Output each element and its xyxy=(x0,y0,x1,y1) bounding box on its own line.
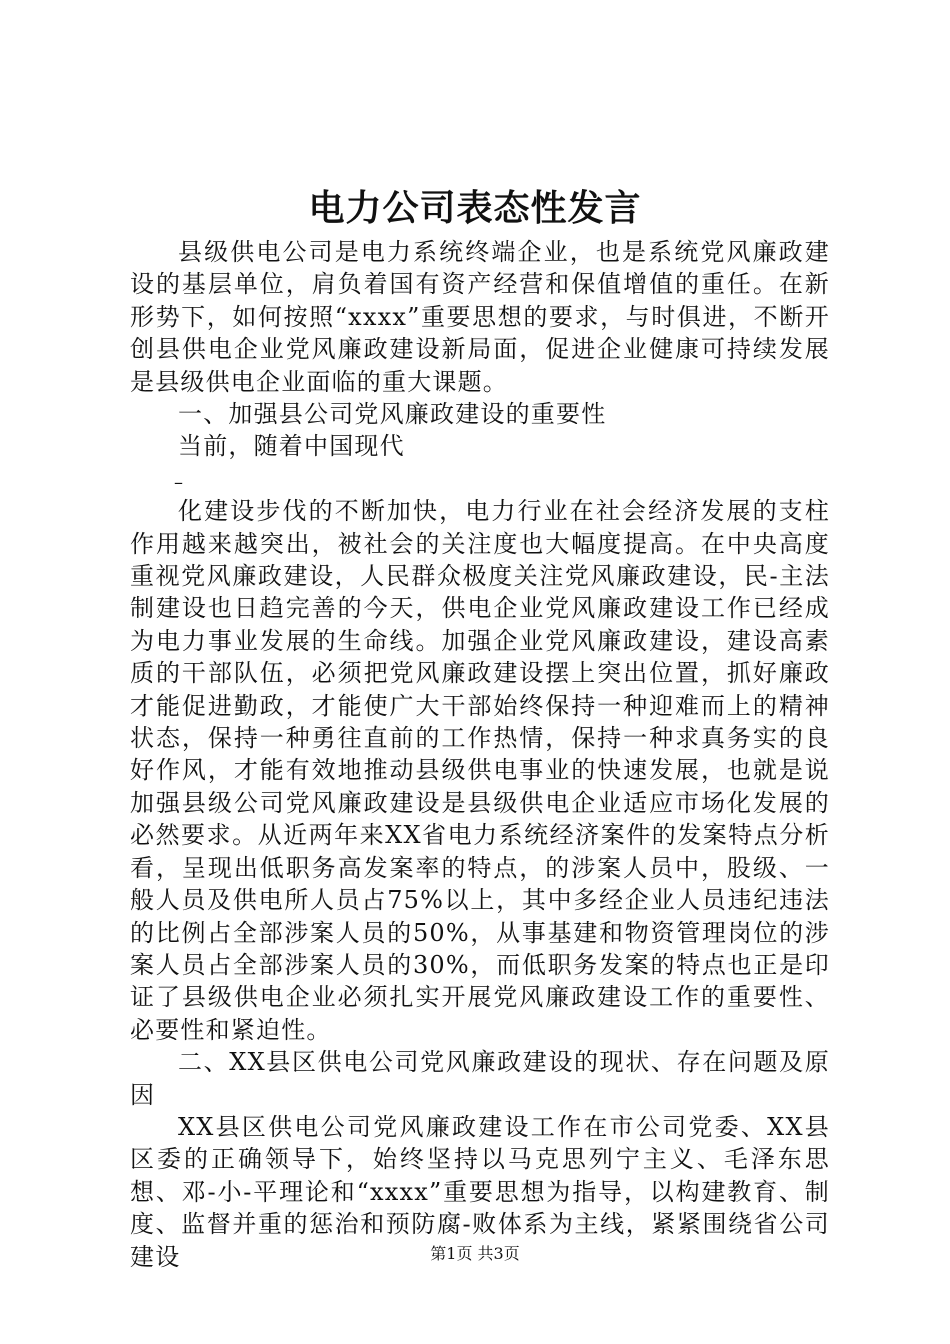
section-heading-1: 一、加强县公司党风廉政建设的重要性 xyxy=(178,400,607,429)
document-body xyxy=(130,236,830,1273)
paragraph-importance: 化建设步伐的不断加快，电力行业在社会经济发展的支柱作用越来越突出，被社会的关注度也大幅度提高。在中央高度重视党风廉政建设，人民群众极度关注党风廉政建设，民-主法制建设也日趋完善的今天，供电企业党风廉政建设工作已经成为电力事业发展的生命线。加强企业党风廉政建设，建设高素质的干部队伍，必须把党风廉政建设摆上突出位置，抓好廉政才能促进勤政，才能使广大干部始终保持一种迎难而上的精神状态，保持一种勇往直前的工作热情，保持一种求真务实的良好作风，才能有效地推动县级供电事业的快速发展，也就是说加强县级公司党风廉政建设是县级供电企业适应市场化发展的必然要求。从近两年来XX省电力系统经济案件的发案特点分析看，呈现出低职务高发案率的特点，的涉案人员中，股级、一般人员及供电所人员占75%以上，其中多经企业人员违纪违法的比例占全部涉案人员的50%，从事基建和物资管理岗位的涉案人员占全部涉案人员的30%，而低职务发案的特点也正是印证了县级供电企业必须扎实开展党风廉政建设工作的重要性、必要性和紧迫性。 xyxy=(130,497,830,1044)
section-heading-2: 二、XX县区供电公司党风廉政建设的现状、存在问题及原因 xyxy=(130,1048,830,1109)
paragraph-intro: 县级供电公司是电力系统终端企业，也是系统党风廉政建设的基层单位，肩负着国有资产经营和保值增值的重任。在新形势下，如何按照“xxxx”重要思想的要求，与时俱进，不断开创县供电企业党风廉政建设新局面，促进企业健康可持续发展是县级供电企业面临的重大课题。 xyxy=(130,238,830,396)
page-number-footer: 第1页 共3页 xyxy=(430,1244,520,1263)
dash-mark: – xyxy=(174,471,185,493)
document-title: 电力公司表态性发言 xyxy=(308,187,642,229)
paragraph-status: XX县区供电公司党风廉政建设工作在市公司党委、XX县区委的正确领导下，始终坚持以马克思列宁主义、毛泽东思想、邓-小-平理论和“xxxx”重要思想为指导，以构建教育、制度、监督并重的惩治和预防腐-败体系为主线，紧紧围绕省公司建设 xyxy=(130,1112,830,1271)
paragraph-current: 当前，随着中国现代 xyxy=(178,432,405,461)
